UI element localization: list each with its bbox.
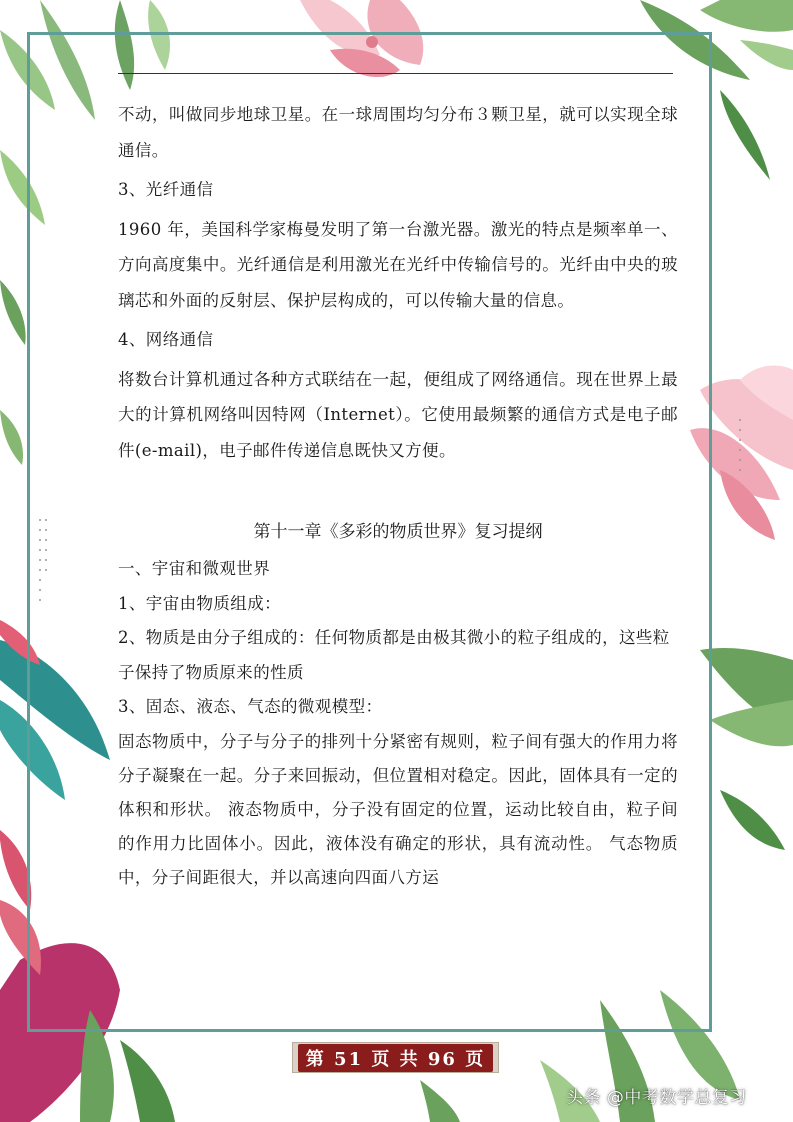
list-item-3: 3、固态、液态、气态的微观模型： (118, 697, 383, 716)
list-item-1: 1、宇宙由物质组成： (118, 593, 281, 613)
chapter-title: 第十一章《多彩的物质世界》复习提纲 (253, 522, 543, 542)
watermark: 头条 @中考数学总复习 (566, 1088, 747, 1108)
document-body (118, 97, 678, 895)
heading-network-communication: 4、网络通信 (118, 330, 214, 349)
page-number-badge (292, 1042, 499, 1073)
section-heading: 一、宇宙和微观世界 (118, 559, 271, 578)
paragraph-fiber: 1960 年，美国科学家梅曼发明了第一台激光器。激光的特点是频率单一、方向高度集中。光纤通信是利用激光在光纤中传输信号的。光纤由中央的玻璃芯和外面的反射层、保护层构成的，可以传输大量的信息。 (118, 219, 678, 310)
heading-fiber-communication: 3、光纤通信 (118, 180, 214, 199)
list-item-2: 2、物质是由分子组成的：任何物质都是由极其微小的粒子组成的，这些粒子保持了物质原来的性质 (118, 628, 670, 682)
page-number-text: 第 51 页 共 96 页 (298, 1044, 493, 1072)
header-rule (118, 73, 673, 74)
paragraph-network: 将数台计算机通过各种方式联结在一起，便组成了网络通信。现在世界上最大的计算机网络叫因特网（Internet）。它使用最频繁的通信方式是电子邮件(e-mail)，电子邮件传递信息既快又方便。 (118, 369, 678, 460)
paragraph-states-of-matter: 固态物质中，分子与分子的排列十分紧密有规则，粒子间有强大的作用力将分子凝聚在一起。分子来回振动，但位置相对稳定。因此，固体具有一定的体积和形状。 液态物质中，分子没有固定的位置，运动比较自由，粒子间的作用力比固体小。因此，液体没有确定的形状，具有流动性。 气态物质中，分子间距很大，并以高速向四面八方运 (118, 731, 678, 887)
paragraph-satellite: 不动，叫做同步地球卫星。在一球周围均匀分布３颗卫星，就可以实现全球通信。 (118, 105, 678, 160)
